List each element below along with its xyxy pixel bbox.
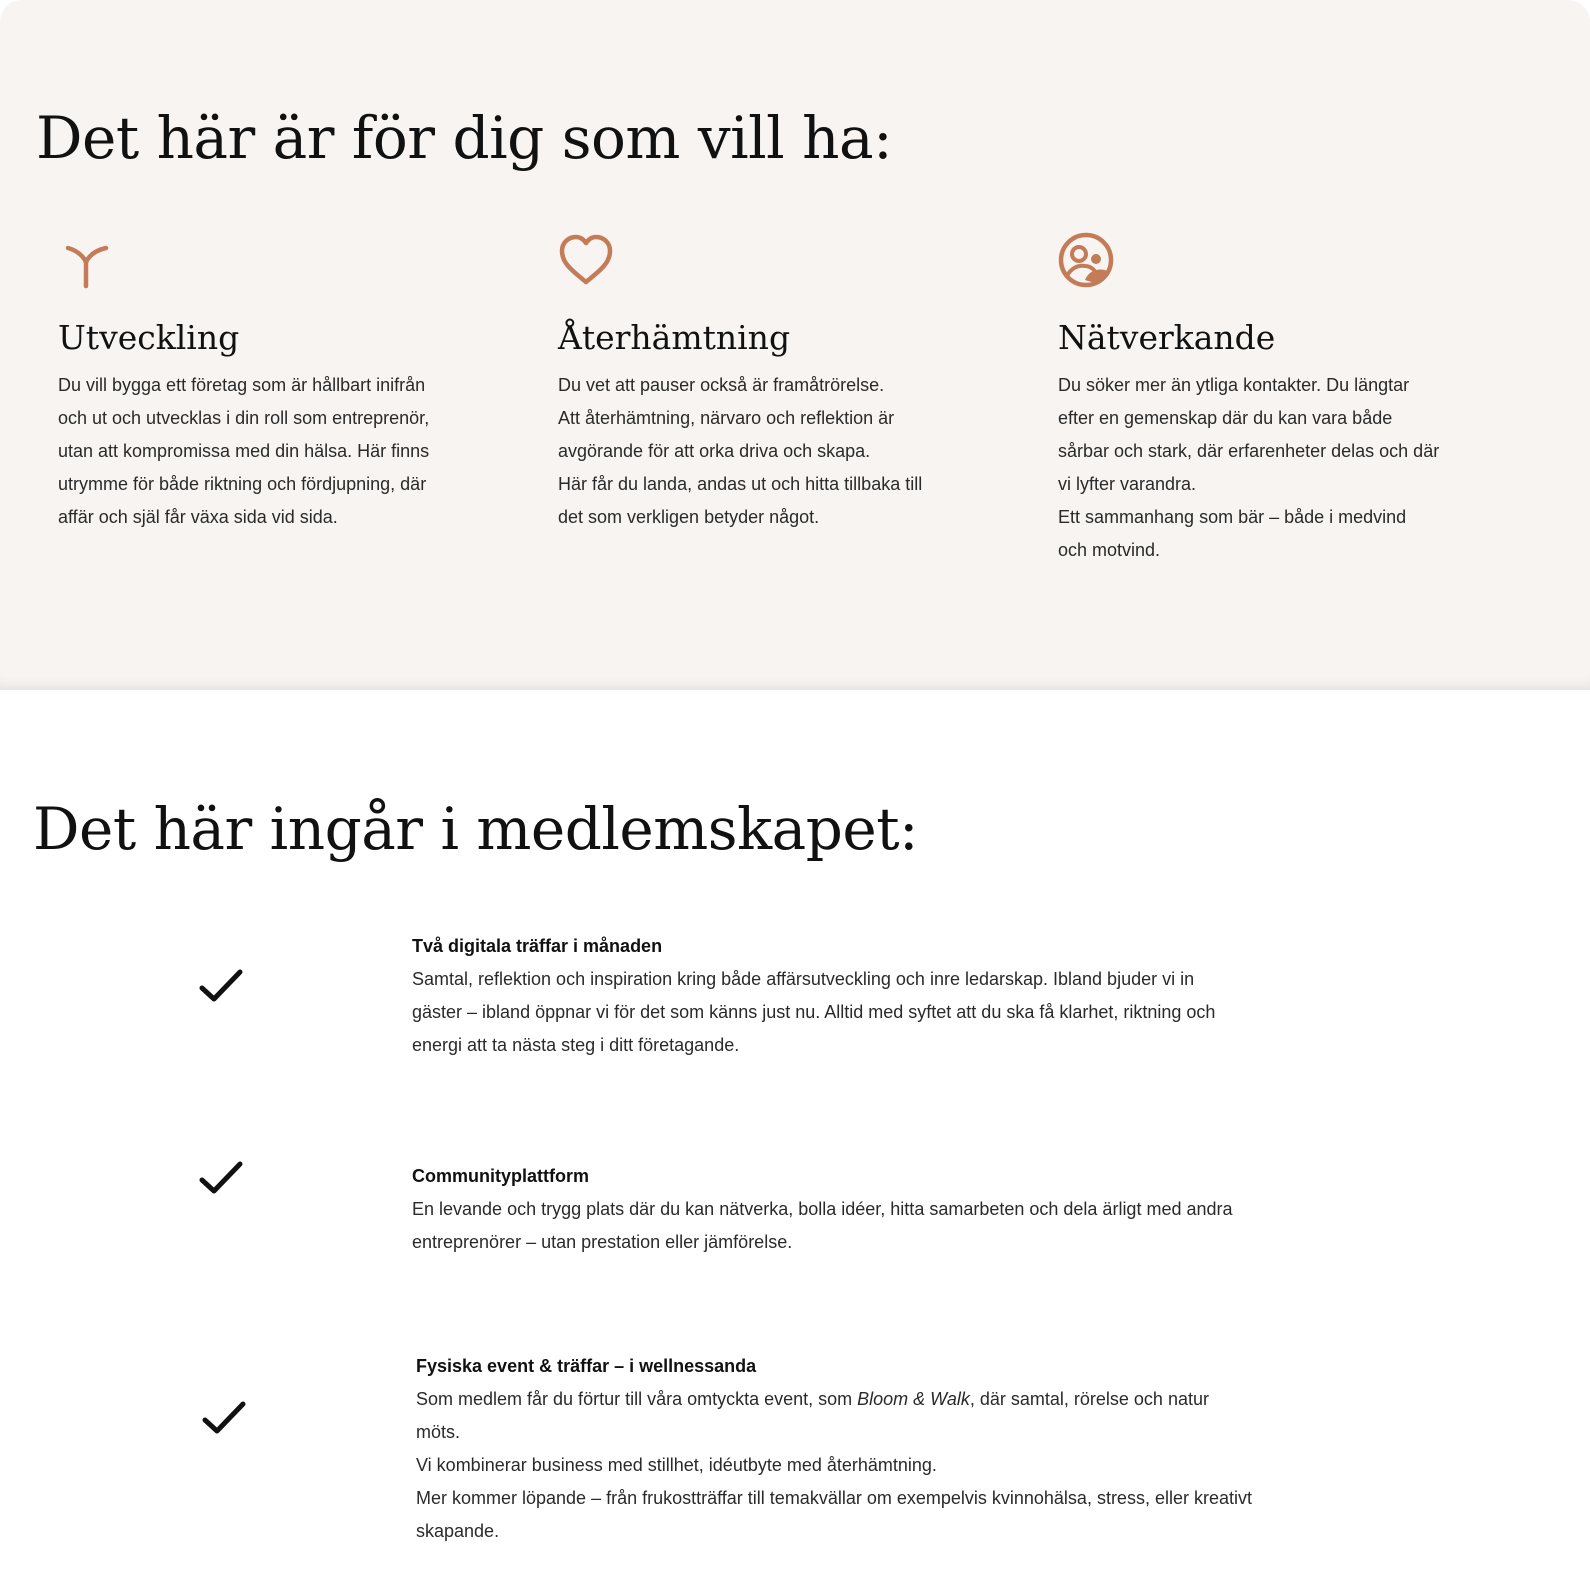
benefit-text	[416, 1383, 1416, 1548]
feature-title: Nätverkande	[1058, 318, 1276, 357]
feature-title: Återhämtning	[558, 318, 791, 357]
benefit-title: Fysiska event & träffar – i wellnessanda	[416, 1356, 757, 1376]
benefit-title: Communityplattform	[412, 1166, 589, 1186]
benefit-text: En levande och trygg plats där du kan nätverka, bolla idéer, hitta samarbeten och dela ärligt med andra entreprenörer – utan prestation eller jämförelse.	[412, 1199, 1233, 1252]
feature-utveckling	[58, 232, 528, 534]
checkmark-icon	[198, 1160, 246, 1200]
heart-icon	[558, 232, 622, 296]
intro-section	[0, 0, 1590, 690]
event-name: Bloom & Walk	[857, 1389, 970, 1409]
benefit-text: Samtal, reflektion och inspiration kring både affärsutveckling och inre ledarskap. Ibland bjuder vi in gäster – ibland öppnar vi för det som känns just nu. Alltid med syftet att du ska få klarhet, riktning och energi att ta nästa steg i ditt företagande.	[412, 969, 1216, 1055]
benefit-text-start: Som medlem får du förtur till våra omtyckta event, som	[416, 1389, 858, 1409]
checkmark-icon	[198, 968, 246, 1008]
benefit-title: Två digitala träffar i månaden	[412, 936, 663, 956]
feature-text: Du vill bygga ett företag som är hållbart inifrån och ut och utvecklas i din roll som entreprenör, utan att kompromissa med din hälsa. Här finns utrymme för både riktning och fördjupning, där affär och själ får växa sida vid sida.	[58, 375, 430, 527]
benefit-text-end: , där samtal, rörelse och natur möts. Vi kombinerar business med stillhet, idéutbyte med återhämtning. Mer kommer löpande – från frukostträffar till temakvällar om exempelvis kvinnohälsa, stress, eller kreativt skapande.	[416, 1389, 1252, 1541]
feature-natverkande	[1058, 232, 1518, 567]
feature-title: Utveckling	[58, 318, 240, 357]
sprout-icon	[58, 232, 122, 296]
intro-heading: Det här är för dig som vill ha:	[36, 104, 893, 172]
feature-aterhamtning	[558, 232, 1028, 534]
membership-heading: Det här ingår i medlemskapet:	[33, 795, 919, 863]
feature-text: Du vet att pauser också är framåtrörelse. Att återhämtning, närvaro och reflektion är avgörande för att orka driva och skapa. Här får du landa, andas ut och hitta tillbaka till det som verkligen betyder något.	[558, 375, 923, 527]
feature-text: Du söker mer än ytliga kontakter. Du längtar efter en gemenskap där du kan vara både sårbar och stark, där erfarenheter delas och där vi lyfter varandra. Ett sammanhang som bär – både i medvind och motvind.	[1058, 375, 1440, 560]
community-icon	[1058, 232, 1122, 296]
checkmark-icon	[201, 1400, 249, 1440]
